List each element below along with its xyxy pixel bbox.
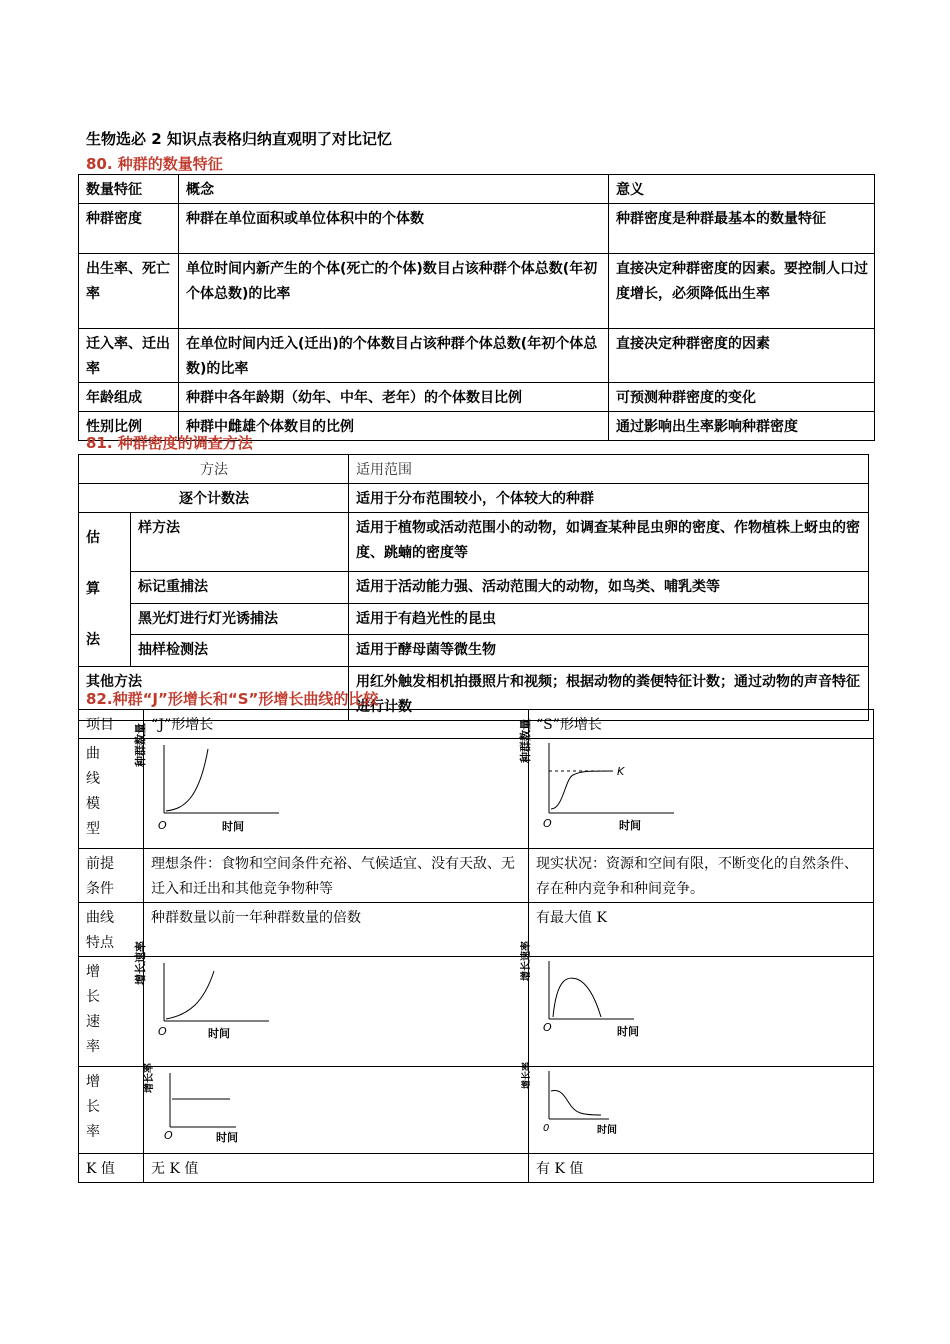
method-cell: 标记重捕法 (131, 571, 349, 603)
x-axis-label: 时间 (222, 820, 244, 833)
density-survey-table (78, 454, 869, 721)
s-feature-cell: 有最大值 K (529, 903, 874, 957)
scope-cell: 用红外触发相机拍摄照片和视频；根据动物的粪便特征计数；通过动物的声音特征进行计数 (349, 667, 869, 721)
concept-cell: 在单位时间内迁入(迁出)的个体数目占该种群个体总数(年初个体总数)的比率 (179, 329, 609, 383)
feature-cell: 性别比例 (79, 412, 179, 441)
table-row (79, 903, 874, 957)
table-row (79, 204, 875, 254)
j-ratio-graph-cell (144, 1063, 529, 1154)
method-cell: 逐个计数法 (79, 484, 349, 513)
method-cell: 黑光灯进行灯光诱捕法 (131, 603, 349, 635)
row-label-char: 长 (86, 989, 100, 1005)
meaning-cell: 种群密度是种群最基本的数量特征 (609, 204, 875, 254)
table-row (79, 383, 875, 412)
s-ratio-graph-cell (522, 1061, 874, 1154)
table-row (79, 1154, 874, 1183)
row-label-char: 型 (86, 821, 100, 837)
s-rate-line (553, 978, 601, 1017)
meaning-cell: 直接决定种群密度的因素 (609, 329, 875, 383)
row-label-char: 曲 (86, 746, 100, 762)
x-axis-label: 时间 (208, 1027, 230, 1040)
estimate-char: 法 (86, 632, 100, 648)
document-title: 生物选必 2 知识点表格归纳直观明了对比记忆 (86, 130, 392, 148)
s-curve-line (551, 771, 613, 809)
s-rate-graph-cell (521, 941, 874, 1067)
table-row (79, 254, 875, 329)
meaning-cell: 可预测种群密度的变化 (609, 383, 875, 412)
table-row (79, 957, 874, 1067)
table-row (79, 603, 869, 635)
feature-cell: 迁入率、迁出率 (79, 329, 179, 383)
scope-cell: 适用于植物或活动范围小的动物，如调查某种昆虫卵的密度、作物植株上蚜虫的密度、跳蝻的密度等 (349, 513, 869, 572)
origin-label: O (158, 1025, 167, 1038)
table-header-row (79, 710, 874, 739)
header-cell: 适用范围 (349, 455, 869, 484)
j-premise-cell: 理想条件：食物和空间条件充裕、气候适宜、没有天敌、无迁入和迁出和其他竞争物种等 (144, 849, 529, 903)
row-label-cell (79, 849, 144, 903)
row-label-line: 曲线 (86, 910, 114, 926)
estimate-char: 算 (86, 581, 100, 597)
x-axis-label: 时间 (597, 1125, 617, 1136)
header-cell: 概念 (179, 175, 609, 204)
row-label-char: 速 (86, 1014, 100, 1030)
row-label-char: 率 (86, 1039, 100, 1055)
population-features-table (78, 174, 875, 441)
y-axis-label: 增长率 (522, 1061, 532, 1089)
estimate-label-cell (79, 513, 131, 667)
concept-cell: 种群中雌雄个体数目的比例 (179, 412, 609, 441)
feature-cell: 出生率、死亡率 (79, 254, 179, 329)
row-label-cell: K 值 (79, 1154, 144, 1183)
j-feature-cell: 种群数量以前一年种群数量的倍数 (144, 903, 529, 957)
table-row (79, 329, 875, 383)
header-cell: 意义 (609, 175, 875, 204)
origin-label: O (164, 1129, 173, 1142)
feature-cell: 种群密度 (79, 204, 179, 254)
origin-label: O (543, 817, 552, 830)
method-cell: 样方法 (131, 513, 349, 572)
s-premise-cell: 现实状况：资源和空间有限，不断变化的自然条件、存在种内竞争和种间竞争。 (529, 849, 874, 903)
x-axis-label: 时间 (617, 1025, 639, 1038)
j-rate-graph-cell (134, 941, 529, 1067)
y-axis-label: 增长率 (144, 1063, 155, 1093)
meaning-cell: 直接决定种群密度的因素。要控制人口过度增长，必须降低出生率 (609, 254, 875, 329)
y-axis-label: 种群数量 (134, 723, 147, 767)
origin-label: O (158, 819, 167, 832)
origin-label: 0 (543, 1123, 550, 1134)
k-label: K (617, 765, 625, 778)
section-81-title: 81. 种群密度的调查方法 (86, 434, 253, 452)
y-axis-label: 增长速率 (521, 941, 532, 981)
j-ratio-graph (144, 1063, 529, 1144)
s-ratio-line (551, 1091, 601, 1116)
j-k-cell: 无 K 值 (144, 1154, 529, 1183)
section-80-title: 80. 种群的数量特征 (86, 155, 223, 173)
scope-cell: 适用于分布范围较小，个体较大的种群 (349, 484, 869, 513)
row-label-char: 率 (86, 1124, 100, 1140)
j-curve-line (166, 749, 208, 811)
meaning-cell: 通过影响出生率影响种群密度 (609, 412, 875, 441)
s-rate-graph (521, 941, 874, 1057)
x-axis-label: 时间 (619, 819, 641, 832)
row-label-line: 前提 (86, 856, 114, 872)
method-cell: 抽样检测法 (131, 635, 349, 667)
y-axis-label: 种群数量 (519, 719, 532, 763)
table-row (79, 635, 869, 667)
y-axis-label: 增长速率 (134, 941, 147, 985)
scope-cell: 适用于有趋光性的昆虫 (349, 603, 869, 635)
row-label-line: 特点 (86, 935, 114, 951)
concept-cell: 单位时间内新产生的个体(死亡的个体)数目占该种群个体总数(年初个体总数)的比率 (179, 254, 609, 329)
row-label-char: 增 (86, 1074, 100, 1090)
header-cell: 方法 (79, 455, 349, 484)
header-cell: “J”形增长 (144, 710, 529, 739)
table-row (79, 1067, 874, 1154)
estimate-char: 估 (86, 530, 100, 546)
s-k-cell: 有 K 值 (529, 1154, 874, 1183)
concept-cell: 种群在单位面积或单位体积中的个体数 (179, 204, 609, 254)
j-rate-line (166, 971, 214, 1019)
header-cell: “S”形增长 (529, 710, 874, 739)
header-cell: 数量特征 (79, 175, 179, 204)
scope-cell: 适用于活动能力强、活动范围大的动物，如鸟类、哺乳类等 (349, 571, 869, 603)
method-cell: 其他方法 (79, 667, 349, 721)
s-ratio-graph (522, 1061, 874, 1144)
x-axis-label: 时间 (216, 1131, 238, 1144)
table-row (79, 484, 869, 513)
concept-cell: 种群中各年龄期（幼年、中年、老年）的个体数目比例 (179, 383, 609, 412)
table-row (79, 849, 874, 903)
table-row (79, 571, 869, 603)
row-label-char: 线 (86, 771, 100, 787)
j-rate-graph (134, 941, 529, 1057)
table-header-row (79, 455, 869, 484)
origin-label: O (543, 1021, 552, 1034)
row-label-line: 条件 (86, 881, 114, 897)
growth-curve-table (78, 709, 874, 1183)
header-cell: 项目 (79, 710, 144, 739)
row-label-char: 长 (86, 1099, 100, 1115)
table-header-row (79, 175, 875, 204)
row-label-cell (79, 1067, 144, 1154)
section-82-title: 82.种群“J”形增长和“S”形增长曲线的比较 (86, 690, 379, 708)
feature-cell: 年龄组成 (79, 383, 179, 412)
scope-cell: 适用于酵母菌等微生物 (349, 635, 869, 667)
table-row (79, 513, 869, 572)
row-label-char: 增 (86, 964, 100, 980)
row-label-char: 模 (86, 796, 100, 812)
table-row (79, 739, 874, 849)
